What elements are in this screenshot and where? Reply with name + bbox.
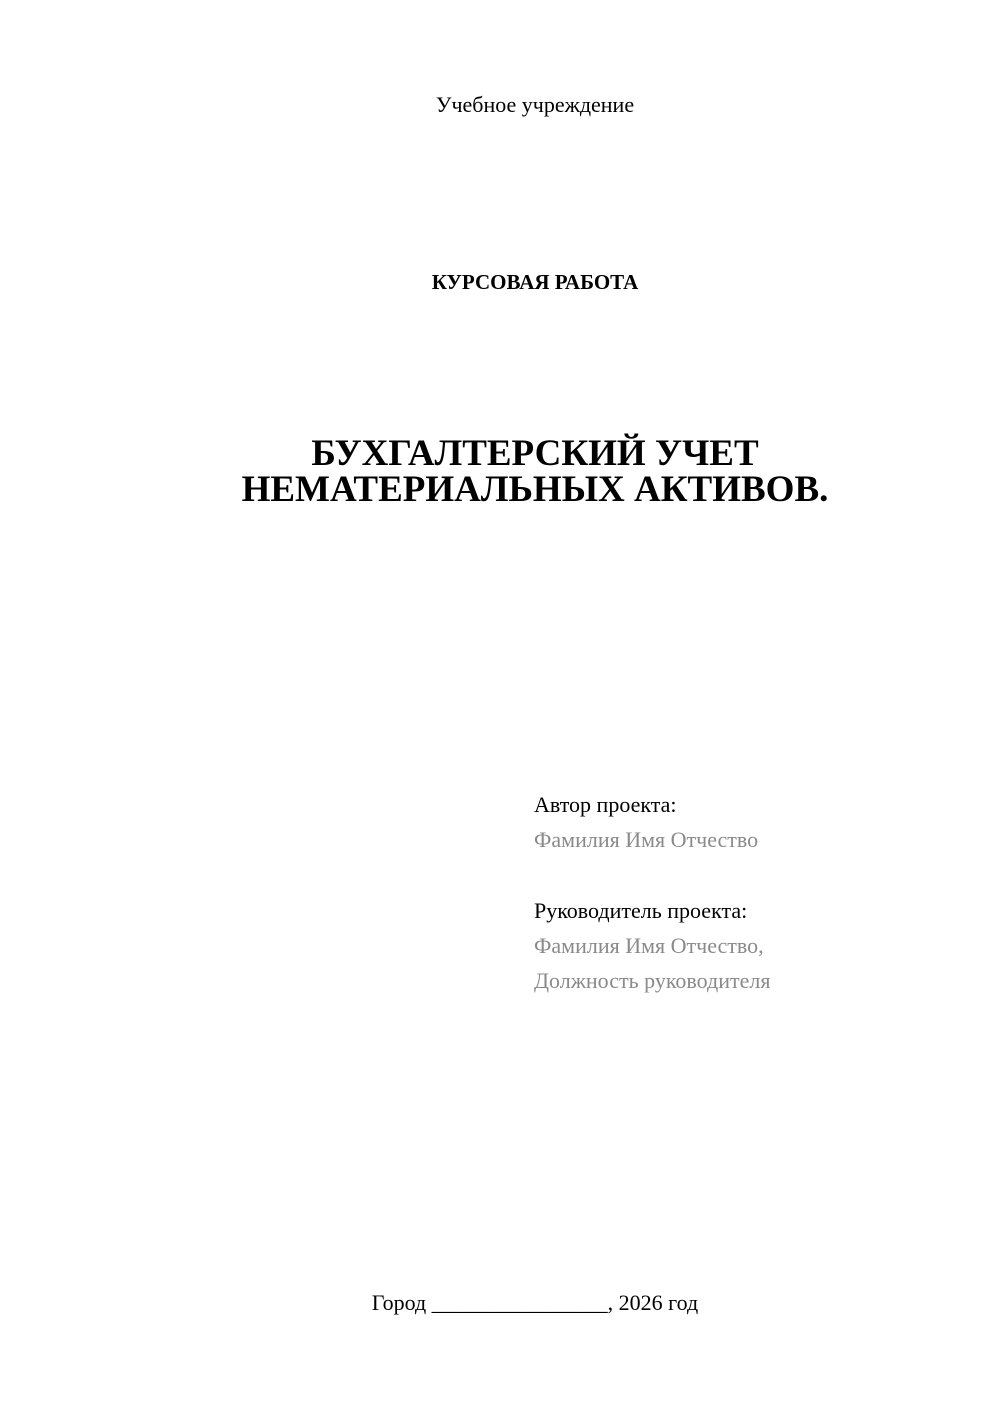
author-name: Фамилия Имя Отчество (534, 827, 759, 852)
city-year-line (0, 1290, 1000, 1316)
supervisor-block (534, 893, 770, 998)
institution-name: Учебное учреждение (435, 92, 635, 117)
city-label: Город (371, 1290, 427, 1315)
supervisor-position: Должность руководителя (534, 968, 771, 993)
document-title-line-2: НЕМАТЕРИАЛЬНЫХ АКТИВОВ. (241, 469, 829, 510)
author-label: Автор проекта: (534, 792, 677, 817)
document-title (0, 433, 1000, 510)
city-blank: ________________ (431, 1290, 608, 1315)
year-text: , 2026 год (607, 1290, 699, 1315)
supervisor-name: Фамилия Имя Отчество, (534, 933, 764, 958)
author-block (534, 787, 758, 857)
supervisor-label: Руководитель проекта: (534, 898, 748, 923)
document-title-line-1: БУХГАЛТЕРСКИЙ УЧЕТ (311, 433, 759, 474)
work-type: КУРСОВАЯ РАБОТА (431, 270, 639, 294)
